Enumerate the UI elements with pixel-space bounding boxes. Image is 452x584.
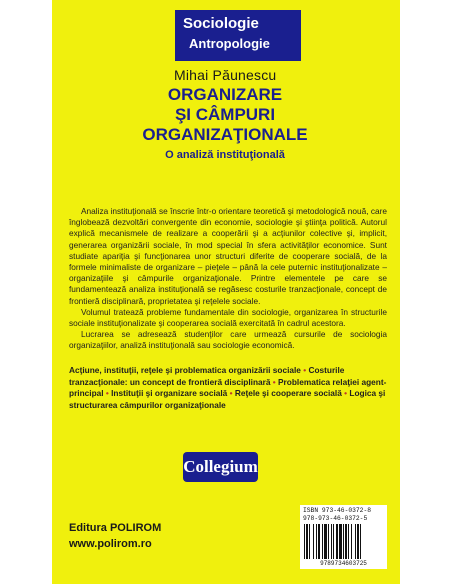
- series-subname: Antropologie: [189, 36, 270, 51]
- series-name: Sociologie: [183, 15, 259, 32]
- book-title-line-2: ŞI CÂMPURI: [174, 105, 276, 124]
- book-title-line-3: ORGANIZAŢIONALE: [142, 125, 308, 144]
- description-paragraph: Lucrarea se adresează studenţilor care urmează cursurile de sociologia organizaţiilor, analiză instituţională sau sociologie economică.: [69, 329, 387, 351]
- topic-item: Costurile tranzacţionale: un concept de frontieră disciplinară: [69, 365, 345, 387]
- topic-separator: •: [272, 376, 276, 387]
- topic-item: Instituţii şi organizare socială: [111, 388, 228, 398]
- topic-separator: •: [303, 365, 307, 375]
- topic-separator: •: [105, 388, 109, 398]
- isbn-13: 978-973-46-0372-5: [303, 515, 368, 522]
- isbn-10: ISBN 973-46-0372-8: [303, 507, 372, 514]
- topic-item: Logica şi structurarea câmpurilor organizaţionale: [69, 388, 386, 410]
- book-description: [69, 206, 387, 352]
- topic-item: Acţiune, instituţii, reţele şi problematica organizării sociale: [69, 365, 301, 375]
- description-paragraph: Analiza instituţională se înscrie într-o orientare teoretică şi metodologică nouă, care înglobează dezvoltări convergente din economie, sociologie şi ştiinţa politică. Autorul explică mecanismele de realizare a cooperării şi a acţiunilor colective şi, implicit, generarea organizării sociale, în mod special în sfera activităţilor economice. Sunt studiate apariţia şi funcţionarea unor structuri diferite de cooperare socială, de la formele minimaliste de organizare – pieţele – până la cele puternic instituţionalizate – organizaţiile şi câmpurile organizaţionale. Printre elementele pe care se fundamentează analiza instituţională se regăsesc costurile tranzacţionale, concept de frontieră disciplinară, proprietatea şi reţelele sociale.: [69, 206, 387, 306]
- author-name: Mihai Păunescu: [174, 67, 277, 83]
- publisher-website: www.polirom.ro: [69, 538, 152, 550]
- description-paragraph: Volumul tratează probleme fundamentale din sociologie, organizarea în structurile sociale instituţionalizate şi cooperarea socială exercitată în cadrul acestora.: [69, 306, 387, 329]
- topic-item: Problematica relaţiei agent-principal: [69, 376, 387, 398]
- barcode-icon: [304, 524, 383, 559]
- isbn-box: [300, 505, 387, 569]
- topics-list: [69, 365, 387, 411]
- series-box: [175, 10, 301, 61]
- topic-item: Reţele şi cooperare socială: [234, 388, 342, 398]
- book-title-line-1: ORGANIZARE: [167, 85, 283, 104]
- book-subtitle: O analiză instituţională: [165, 149, 285, 161]
- collegium-logo: Collegium: [183, 452, 258, 482]
- publisher-name: Editura POLIROM: [69, 522, 162, 534]
- topic-separator: •: [229, 388, 233, 398]
- topic-separator: •: [344, 388, 348, 398]
- barcode-number: 9789734603725: [320, 560, 367, 567]
